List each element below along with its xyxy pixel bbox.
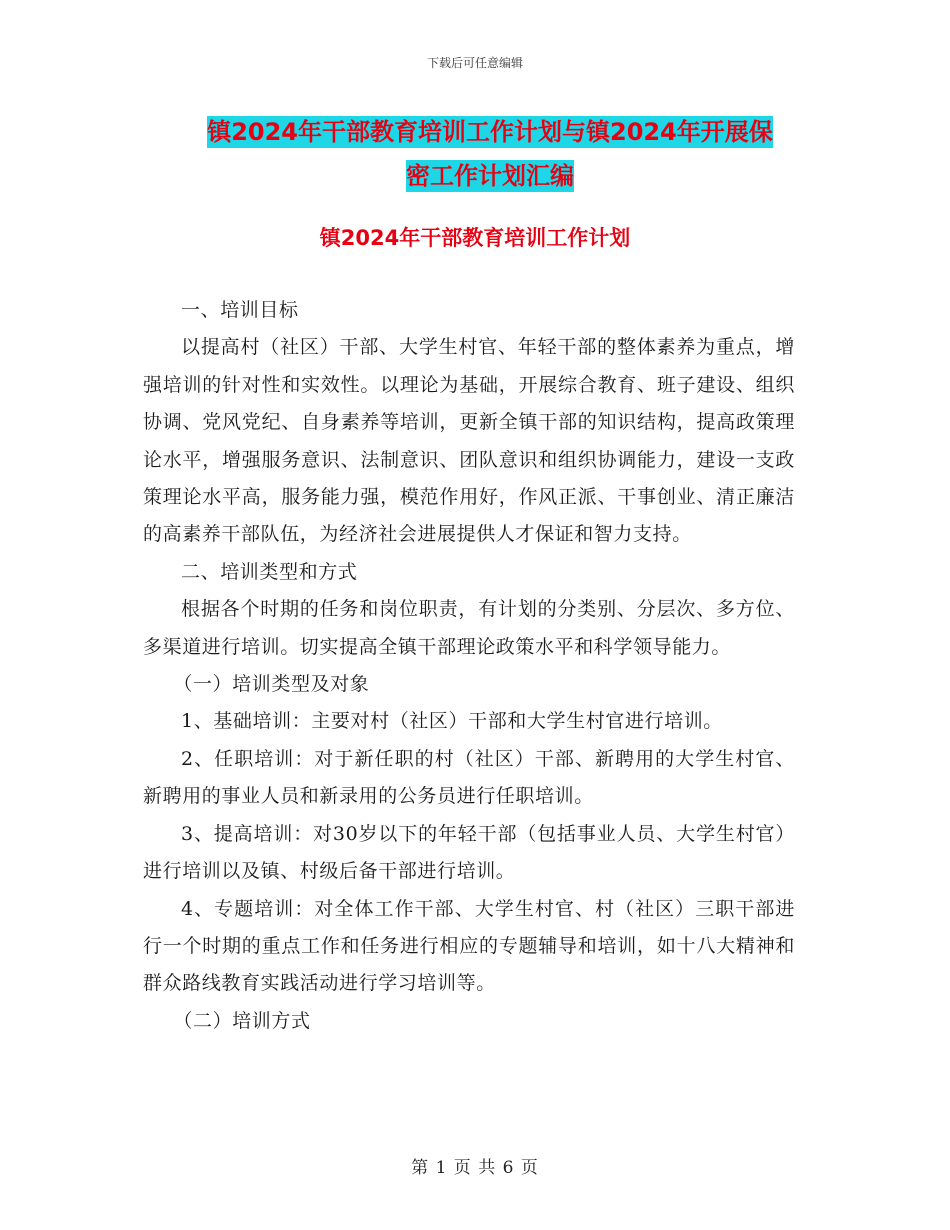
section-heading-goals: 一、培训目标 [181,299,299,321]
main-title-line-2: 密工作计划汇编 [406,162,574,190]
subsection-heading-methods: （二）培训方式 [173,1009,311,1032]
header-note: 下载后可任意编辑 [426,56,523,70]
document-body [143,292,795,1040]
section-heading-types: 二、培训类型和方式 [181,560,358,583]
sub-title: 镇2024年干部教育培训工作计划 [319,226,631,250]
paragraph-goals: 以提高村（社区）干部、大学生村官、年轻干部的整体素养为重点，增强培训的针对性和实效性。以理论为基础，开展综合教育、班子建设、组织协调、党风党纪、自身素养等培训，更新全镇干部的知识结构，提高政策理论水平，增强服务意识、法制意识、团队意识和组织协调能力，建设一支政策理论水平高，服务能力强，模范作用好，作风正派、干事创业、清正廉洁的高素养干部队伍，为经济社会进展提供人才保证和智力支持。 [143,336,795,546]
list-item-improvement: 3、提高培训：对30岁以下的年轻干部（包括事业人员、大学生村官）进行培训以及镇、村级后备干部进行培训。 [143,822,795,883]
list-item-appointment: 2、任职培训：对于新任职的村（社区）干部、新聘用的大学生村官、新聘用的事业人员和新录用的公务员进行任职培训。 [143,747,795,808]
subsection-heading-types: （一）培训类型及对象 [173,673,370,696]
list-item-basic: 1、基础培训：主要对村（社区）干部和大学生村官进行培训。 [181,710,723,733]
list-item-special: 4、专题培训：对全体工作干部、大学生村官、村（社区）三职干部进行一个时期的重点工作和任务进行相应的专题辅导和培训，如十八大精神和群众路线教育实践活动进行学习培训等。 [143,897,795,995]
paragraph-types: 根据各个时期的任务和岗位职责，有计划的分类别、分层次、多方位、多渠道进行培训。切实提高全镇干部理论政策水平和科学领导能力。 [143,598,795,658]
main-title [170,110,810,198]
page-footer: 第 1 页 共 6 页 [411,1158,539,1178]
main-title-line-1: 镇2024年干部教育培训工作计划与镇2024年开展保 [207,118,773,146]
